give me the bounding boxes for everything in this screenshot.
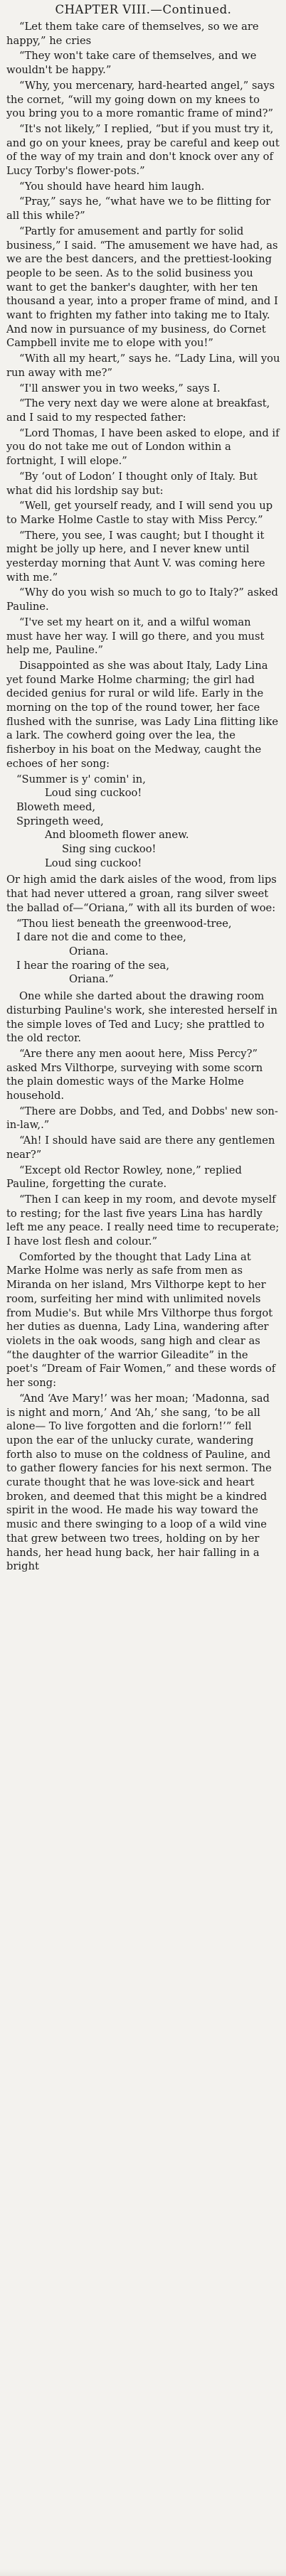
paragraph: “By ‘out of Lodon’ I thought only of Italy. But what did his lordship say but: xyxy=(6,470,258,497)
paragraph: Or high amid the dark aisles of the wood, from lips that had never uttered a groan, rang silver sweet the ballad of—“Oriana,” with all its burden of woe: xyxy=(6,874,277,914)
paragraph: “Are there any men aoout here, Miss Percy?” asked Mrs Vilthorpe, surveying with some scorn the plain domestic ways of the Marke Holme household. xyxy=(6,1047,263,1102)
paragraph: “Ah! I should have said are there any gentlemen near?” xyxy=(6,1134,275,1161)
paragraph: “I've set my heart on it, and a wilful woman must have her way. I will go there, and you must help me, Pauline.” xyxy=(6,616,265,657)
page-bottom-edge xyxy=(0,2569,286,2576)
paragraph: “The very next day we were alone at breakfast, and I said to my respected father: xyxy=(6,397,270,424)
paragraph: “Then I can keep in my room, and devote myself to resting; for the last five years Lina has hardly left me any peace. I really need time to recuperate; I have lost flesh and colour.” xyxy=(6,1193,280,1248)
verse-line: Loud sing cuckoo! xyxy=(45,787,142,800)
verse-line: “Summer is y' comin' in, xyxy=(16,773,146,785)
verse-line: Oriana.” xyxy=(69,973,114,986)
verse-line: Springeth weed, xyxy=(16,815,104,827)
paragraph: “They won't take care of themselves, and we wouldn't be happy.” xyxy=(6,50,257,77)
paragraph: “I'll answer you in two weeks,” says I. xyxy=(19,382,221,395)
paragraph: One while she darted about the drawing room disturbing Pauline's work, she interested herself in the simple loves of Ted and Lucy; she prattled to the old rector. xyxy=(6,990,277,1045)
paragraph: “Let them take care of themselves, so we are happy,” he cries xyxy=(6,21,259,47)
paragraph: “Why, you mercenary, hard-hearted angel,” says the cornet, “will my going down on my knees to you bring you to a more romantic frame of mind?” xyxy=(6,79,275,120)
verse-line: “Thou liest beneath the greenwood-tree, xyxy=(16,917,232,930)
verse-line: Loud sing cuckoo! xyxy=(45,857,142,869)
article-body xyxy=(6,20,280,1574)
paragraph: “It's not likely,” I replied, “but if you must try it, and go on your knees, pray be careful and keep out of the way of my train and don't knock over any of Lucy Torby's flower-pots.” xyxy=(6,122,280,178)
paragraph: “Why do you wish so much to go to Italy?” asked Pauline. xyxy=(6,586,278,613)
paragraph: “There, you see, I was caught; but I thought it might be jolly up here, and I never knew until yesterday morning that Aunt V. was coming here with me.” xyxy=(6,529,265,584)
paragraph: Disappointed as she was about Italy, Lady Lina yet found Marke Holme charming; the girl had decided genius for rural or wild life. Early in the morning on the top of the round tower, her face flushed with the sunrise, was Lady Lina flitting like a lark. The cowherd going over the lea, the fisherboy in his boat on the Medway, caught the echoes of her song: xyxy=(6,659,279,770)
paragraph: “Partly for amusement and partly for solid business,” I said. “The amusement we have had, as we are the best dancers, and the prettiest-looking people to be seen. As to the solid business you want to get the banker's daughter, with her ten thousand a year, into a proper frame of mind, and I want to frighten my father into taking me to Italy. And now in pursuance of my business, do Cornet Campbell invite me to elope with you!” xyxy=(6,225,278,350)
paragraph: “There are Dobbs, and Ted, and Dobbs' new son-in-law,.” xyxy=(6,1105,278,1132)
paragraph: “Except old Rector Rowley, none,” replied Pauline, forgetting the curate. xyxy=(6,1164,242,1191)
chapter-heading: CHAPTER VIII.—Continued. xyxy=(55,3,232,16)
verse-line: And bloometh flower anew. xyxy=(45,829,189,842)
paragraph: “You should have heard him laugh. xyxy=(19,180,205,193)
verse-line: Sing sing cuckoo! xyxy=(62,843,157,856)
verse-line: Oriana. xyxy=(69,945,109,957)
paragraph: “Pray,” says he, “what have we to be flitting for all this while?” xyxy=(6,195,271,222)
paragraph: “And ‘Ave Mary!’ was her moan; ‘Madonna, sad is night and morn,’ And ‘Ah,’ she sang, ‘to be all alone— To live forgotten and die forlorn!’” fell upon the ear of the unlucky curate, wandering forth also to muse on the coldness of Pauline, and to gather flowery fancies for his next sermon. The curate thought that he was love-sick and heart broken, and deemed that this might be a kindred spirit in the wood. He made his way toward the music and there swinging to a loop of a wild vine that grew between two trees, holding on by her hands, her head hung back, her hair falling in a bright xyxy=(6,1392,272,1573)
paragraph: “With all my heart,” says he. “Lady Lina, will you run away with me?” xyxy=(6,353,280,379)
paragraph: “Well, get yourself ready, and I will send you up to Marke Holme Castle to stay with Miss Percy.” xyxy=(6,500,273,526)
paragraph: “Lord Thomas, I have been asked to elope, and if you do not take me out of London within a fortnight, I will elope.” xyxy=(6,426,280,468)
verse-line: Bloweth meed, xyxy=(16,800,96,813)
verse-line: I dare not die and come to thee, xyxy=(16,931,186,944)
song-verse-oriana xyxy=(6,917,280,987)
paragraph: Comforted by the thought that Lady Lina at Marke Holme was nerly as safe from men as Miranda on her island, Mrs Vilthorpe kept to her room, surfeiting her mind with unlimited novels from Mudie's. But while Mrs Vilthorpe thus forgot her duties as duenna, Lady Lina, wandering after violets in the oak woods, sang high and clear as “the daughter of the warrior Gileadite” in the poet's “Dream of Fair Women,” and these words of her song: xyxy=(6,1250,276,1390)
song-verse-summer xyxy=(6,773,280,871)
verse-line: I hear the roaring of the sea, xyxy=(16,959,169,972)
